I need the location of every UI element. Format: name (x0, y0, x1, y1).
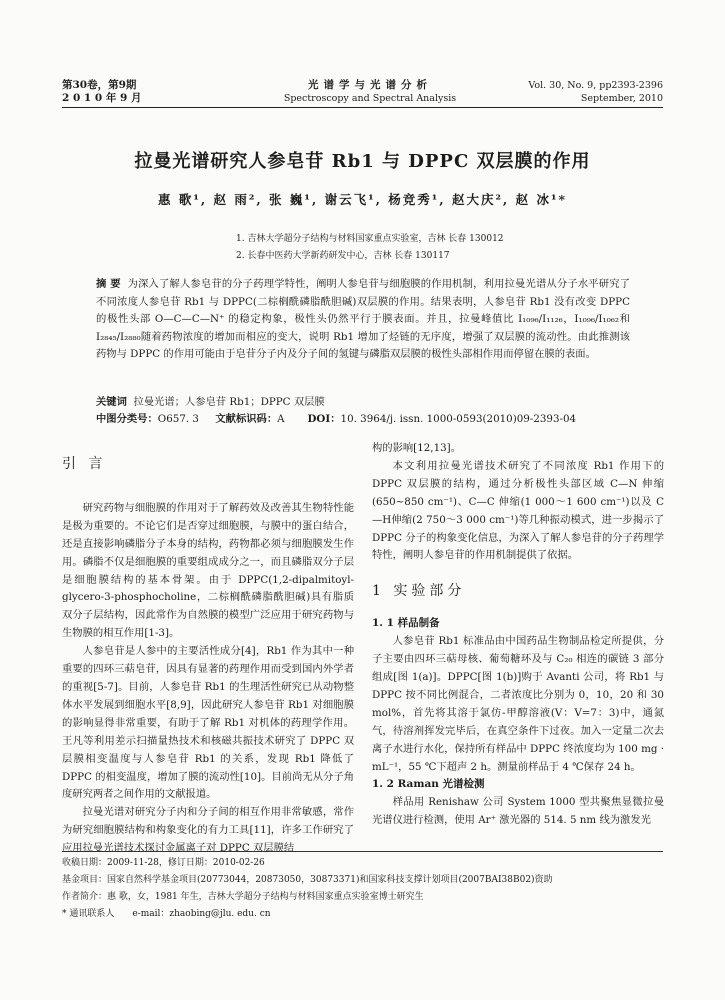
journal-name-cn: 光谱学与光谱分析 (308, 79, 432, 91)
intro-paragraph-2: 人参皂苷是人参中的主要活性成分[4]，Rb1 作为其中一种重要的四环三萜皂苷，因具有显著的药理作用而受到国内外学者的重视[5-7]。目前，人参皂苷 Rb1 的生理活性研究已从动物整体水平发展到细胞水平[8,9]，因此研究人参皂苷 Rb1 对细胞膜的影响显得非常重要，有助于了解 Rb1 对机体的药理学作用。王凡等利用差示扫描量热技术和核磁共振技术研究了 DPPC 双层膜相变温度与人参皂苷 Rb1 的关系，发现 Rb1 降低了 DPPC 的相变温度，增加了膜的流动性[10]。目前尚无从分子角度研究两者之间作用的文献报道。 (62, 645, 354, 801)
keywords-block (96, 394, 656, 428)
footnote-rule (62, 851, 663, 852)
classification-line (96, 411, 656, 428)
corresponding-author: * 通讯联系人 e-mail：zhaobing@jlu. edu. cn (62, 909, 271, 919)
author-bio: 作者简介：惠 歌，女，1981 年生，吉林大学超分子结构与材料国家重点实验室博士研究生 (62, 892, 424, 902)
subsection-1-2-text: 样品用 Renishaw 公司 System 1000 型共聚焦显微拉曼光谱仪进行检测，使用 Ar⁺ 激光器的 514. 5 nm 线为激发光 (372, 796, 664, 827)
continued-text: 构的影响[12,13]。 (372, 442, 461, 454)
clc-label: 中图分类号： (96, 413, 158, 425)
doc-code: A (277, 413, 285, 425)
volume-pages: Vol. 30, No. 9, pp2393-2396 (528, 80, 663, 91)
intro-heading: 引 言 (62, 456, 107, 472)
subsection-1-1-heading: 1. 1 样品制备 (372, 617, 440, 630)
right-column (372, 440, 664, 830)
affiliation-2: 2. 长春中医药大学新药研发中心，吉林 长春 130117 (236, 251, 450, 261)
intro-paragraph-1: 研究药物与细胞膜的作用对于了解药效及改善其生物特性能是极为重要的。不论它们是否穿过细胞膜，与膜中的蛋白结合，还是直接影响磷脂分子本身的结构，药物都必须与细胞膜发生作用。磷脂不仅是细胞膜的重要组成成分之一，而且磷脂双分子层是细胞膜结构的基本骨架。由于 DPPC(1,2-dipalmitoyl-glycero-3-phosphocholine，二棕榈酰磷脂酰胆碱)具有脂质双分子层结构，因此常作为自然膜的模型广泛应用于研究药物与生物膜的相互作用[1-3]。 (62, 501, 354, 640)
abstract-label: 摘 要 (96, 278, 121, 290)
section-1-heading: 1 实验部分 (372, 583, 466, 600)
keywords-text: 拉曼光谱；人参皂苷 Rb1；DPPC 双层膜 (133, 396, 325, 408)
journal-issue-info (62, 79, 141, 105)
subsection-1-2-heading: 1. 2 Raman 光谱检测 (372, 778, 485, 791)
footnotes (62, 855, 663, 923)
publication-date: 2 0 1 0 年 9 月 (62, 92, 142, 104)
month-year: September, 2010 (580, 93, 663, 104)
journal-name (220, 79, 520, 105)
left-column (62, 456, 354, 858)
funding-note: 基金项目：国家自然科学基金项目(20773044，20873050，30873371)和国家科技支撑计划项目(2007BAI38B02)资助 (62, 875, 553, 885)
journal-citation (528, 79, 663, 105)
author-list: 惠 歌¹, 赵 雨², 张 巍¹, 谢云飞¹, 杨竞秀¹, 赵大庆², 赵 冰¹* (158, 192, 567, 207)
received-date: 收稿日期：2009-11-28，修订日期：2010-02-26 (62, 858, 265, 868)
abstract-text: 为深入了解人参皂苷的分子药理学特性，阐明人参皂苷与细胞膜的作用机制，利用拉曼光谱从分子水平研究了不同浓度人参皂苷 Rb1 与 DPPC(二棕榈酰磷脂酰胆碱)双层膜的作用。结果表明，人参皂苷 Rb1 没有改变 DPPC 的极性头部 O—C—C—N⁺ 的稳定构象，极性头仍然平行于膜表面。并且，拉曼峰值比 I₁₀₉₆/I₁₁₂₆，I₁₀₉₆/I₁₀₆₂和 I₂₈₄₅/I₂₈₈₀随着药物浓度的增加而相应的变大，说明 Rb1 增加了烃链的无序度，增强了双层膜的流动性。由此推测该药物与 DPPC 的作用可能由于皂苷分子内及分子间的氢键与磷脂双层膜的极性头部相作用而停留在膜的表面。 (96, 278, 631, 360)
header-rule (62, 107, 663, 108)
doi-label: DOI： (307, 413, 341, 425)
subsection-1-1-text: 人参皂苷 Rb1 标准品由中国药品生物制品检定所提供，分子主要由四环三萜母核、葡萄糖环及与 C₂₀ 相连的碳链 3 部分组成[图 1(a)]。DPPC[图 1(b)]购于 Avanti 公司，将 Rb1 与 DPPC 按不同比例混合，二者浓度比分别为 0，10，20 和 30 mol%，首先将其溶于氯仿-甲醇溶液(V：V=7：3)中，通氮气，待溶剂挥发完毕后，在真空条件下过夜。加入一定量二次去离子水进行水化，保持所有样品中 DPPC 终浓度均为 100 mg · mL⁻¹，55 ℃下超声 2 h。测量前样品于 4 ℃保存 24 h。 (372, 635, 664, 773)
abstract (96, 276, 630, 364)
clc-code: O657. 3 (157, 413, 199, 425)
doc-code-label: 文献标识码： (215, 413, 278, 425)
journal-name-en: Spectroscopy and Spectral Analysis (283, 93, 457, 104)
affiliation-1: 1. 吉林大学超分子结构与材料国家重点实验室，吉林 长春 130012 (236, 234, 504, 244)
volume-issue: 第30卷，第9期 (62, 79, 137, 91)
affiliations (236, 231, 504, 265)
intro-paragraph-4: 本文利用拉曼光谱技术研究了不同浓度 Rb1 作用下的 DPPC 双层膜的结构，通过分析极性头部区域 C—N 伸缩(650~850 cm⁻¹)、C—C 伸缩(1 000～1 600 cm⁻¹)以及 C—H伸缩(2 750～3 000 cm⁻¹)等几种振动模式，进一步揭示了 DPPC 分子的构象变化信息，为深入了解人参皂苷的分子药理学特性，阐明人参皂苷的作用机制提供了依据。 (372, 459, 664, 562)
paper-title: 拉曼光谱研究人参皂苷 Rb1 与 DPPC 双层膜的作用 (134, 151, 591, 172)
intro-paragraph-3: 拉曼光谱对研究分子内和分子间的相互作用非常敏感，常作为研究细胞膜结构和构象变化的有力工具[11]，许多工作研究了应用拉曼光谱技术探讨金属离子对 DPPC 双层膜结 (62, 806, 354, 855)
keywords-label: 关键词 (96, 396, 127, 408)
doi: 10. 3964/j. issn. 1000-0593(2010)09-2393-04 (340, 413, 577, 425)
